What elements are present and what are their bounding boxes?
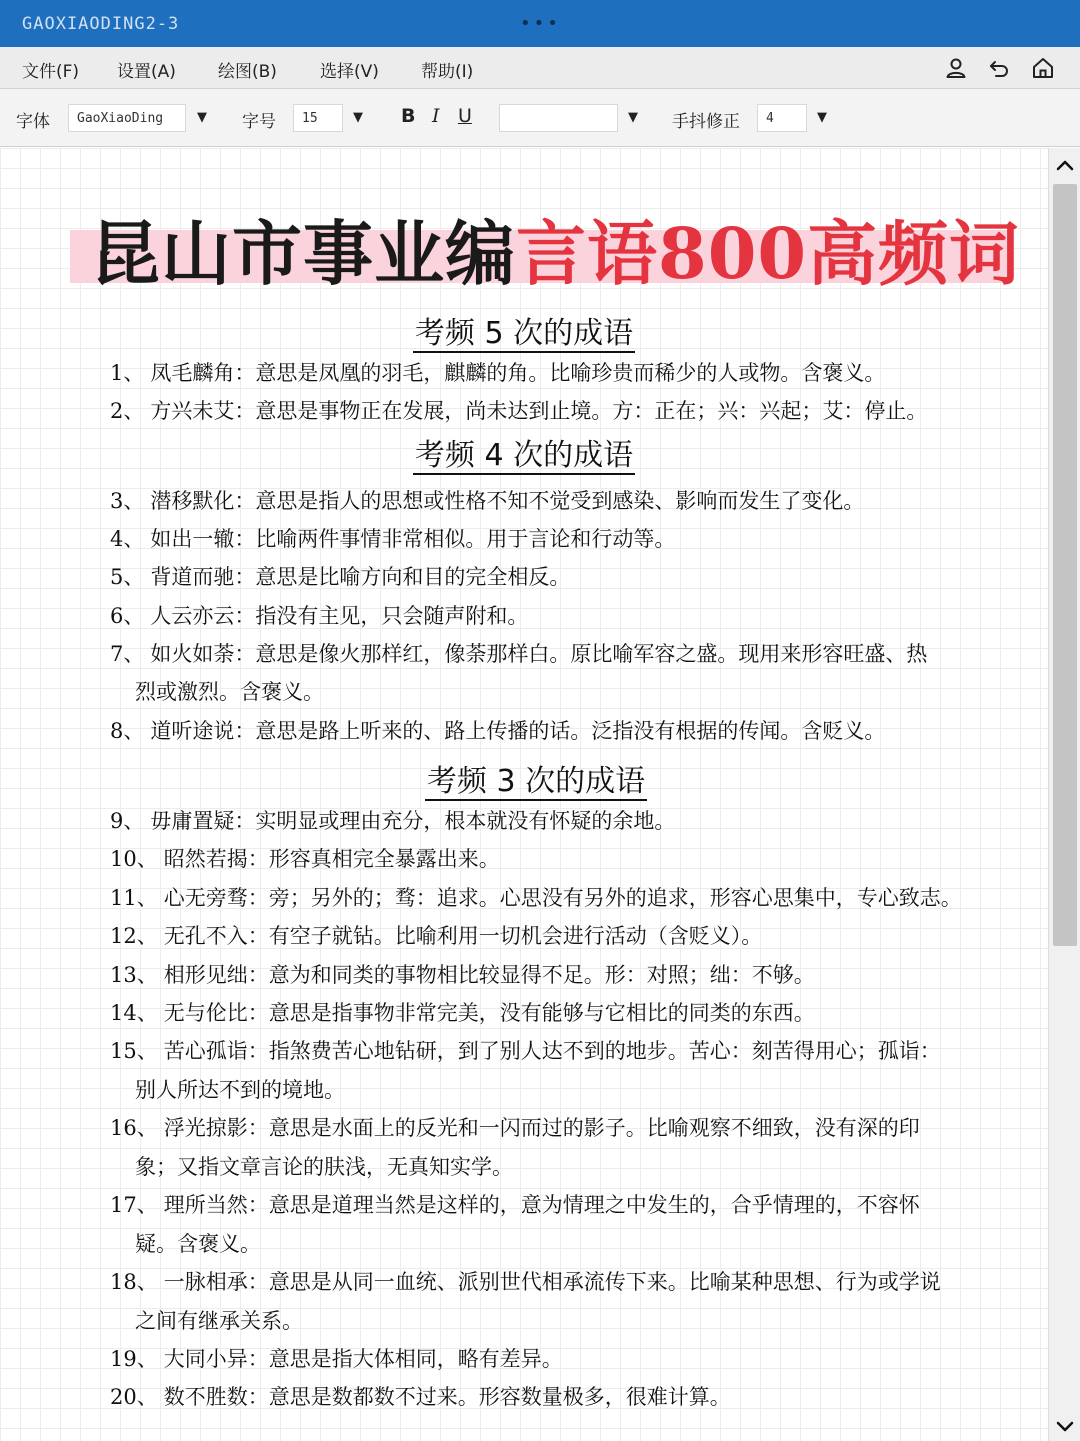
menu-help[interactable]: 帮助(I)	[421, 62, 474, 82]
list-item-continuation: 象；又指文章言论的肤浅，无真知实学。	[135, 1155, 513, 1179]
menu-file[interactable]: 文件(F)	[22, 62, 80, 82]
list-item: 4、 如出一辙：比喻两件事情非常相似。用于言论和行动等。	[110, 527, 676, 551]
color-dropdown-arrow-icon[interactable]: ▼	[628, 110, 638, 125]
list-item: 12、 无孔不入：有空子就钻。比喻利用一切机会进行活动（含贬义）。	[110, 924, 763, 948]
list-item-continuation: 疑。含褒义。	[135, 1232, 261, 1256]
size-dropdown-arrow-icon[interactable]: ▼	[353, 110, 363, 125]
scrollbar-thumb[interactable]	[1053, 184, 1077, 946]
list-item: 15、 苦心孤诣：指煞费苦心地钻研，到了别人达不到的地步。苦心：刻苦得用心；孤诣：	[110, 1039, 941, 1063]
undo-icon[interactable]	[987, 56, 1011, 80]
format-toolbar	[0, 89, 1080, 147]
menu-select[interactable]: 选择(V)	[320, 62, 379, 82]
list-item-continuation: 别人所达不到的境地。	[135, 1078, 345, 1102]
list-item: 16、 浮光掠影：意思是水面上的反光和一闪而过的影子。比喻观察不细致，没有深的印	[110, 1116, 920, 1140]
title-black-part: 昆山市事业编	[90, 212, 516, 295]
list-item: 9、 毋庸置疑：实明显或理由充分，根本就没有怀疑的余地。	[110, 809, 676, 833]
list-item: 7、 如火如荼：意思是像火那样红，像荼那样白。原比喻军容之盛。现用来形容旺盛、热	[110, 642, 928, 666]
list-item: 18、 一脉相承：意思是从同一血统、派别世代相承流传下来。比喻某种思想、行为或学说	[110, 1270, 941, 1294]
size-select[interactable]: 15	[293, 104, 343, 132]
list-item: 11、 心无旁骛：旁；另外的；骛：追求。心思没有另外的追求，形容心思集中，专心致志。	[110, 886, 962, 910]
list-item: 5、 背道而驰：意思是比喻方向和目的完全相反。	[110, 565, 571, 589]
list-item: 3、 潜移默化：意思是指人的思想或性格不知不觉受到感染、影响而发生了变化。	[110, 489, 865, 513]
title-red-part: 言语800高频词	[516, 212, 1021, 295]
scroll-down-icon[interactable]	[1053, 1414, 1077, 1438]
font-select[interactable]: GaoXiaoDing	[68, 104, 186, 132]
list-item: 13、 相形见绌：意为和同类的事物相比较显得不足。形：对照；绌：不够。	[110, 963, 815, 987]
user-icon[interactable]	[944, 56, 968, 80]
correction-dropdown-arrow-icon[interactable]: ▼	[817, 110, 827, 125]
list-item: 14、 无与伦比：意思是指事物非常完美，没有能够与它相比的同类的东西。	[110, 1001, 815, 1025]
list-item: 2、 方兴未艾：意思是事物正在发展，尚未达到止境。方：正在；兴：兴起；艾：停止。	[110, 399, 928, 423]
window-title: GAOXIAODING2-3	[22, 14, 180, 34]
title-bar	[0, 0, 1080, 47]
font-label: 字体	[16, 112, 50, 132]
list-item: 1、 凤毛麟角：意思是凤凰的羽毛，麒麟的角。比喻珍贵而稀少的人或物。含褒义。	[110, 361, 886, 385]
correction-select[interactable]: 4	[757, 104, 807, 132]
list-item: 20、 数不胜数：意思是数都数不过来。形容数量极多，很难计算。	[110, 1385, 731, 1409]
section-heading: 考频 3 次的成语	[426, 764, 646, 799]
list-item: 17、 理所当然：意思是道理当然是这样的，意为情理之中发生的，合乎情理的，不容怀	[110, 1193, 920, 1217]
home-icon[interactable]	[1031, 56, 1055, 80]
document-title	[90, 198, 1020, 299]
list-item-continuation: 之间有继承关系。	[135, 1309, 303, 1333]
list-item-continuation: 烈或激烈。含褒义。	[135, 680, 324, 704]
list-item: 6、 人云亦云：指没有主见，只会随声附和。	[110, 604, 529, 628]
section-heading: 考频 5 次的成语	[414, 316, 634, 351]
menu-draw[interactable]: 绘图(B)	[218, 62, 277, 82]
list-item: 19、 大同小异：意思是指大体相同，略有差异。	[110, 1347, 563, 1371]
size-label: 字号	[242, 112, 276, 132]
scroll-up-icon[interactable]	[1053, 154, 1077, 178]
color-select[interactable]	[499, 104, 618, 132]
italic-button[interactable]: I	[432, 105, 440, 127]
window-menu-dots[interactable]: •••	[520, 13, 561, 34]
list-item: 8、 道听途说：意思是路上听来的、路上传播的话。泛指没有根据的传闻。含贬义。	[110, 719, 886, 743]
bold-button[interactable]: B	[401, 105, 416, 127]
correction-label: 手抖修正	[672, 112, 740, 132]
menu-settings[interactable]: 设置(A)	[117, 62, 176, 82]
font-dropdown-arrow-icon[interactable]: ▼	[197, 110, 207, 125]
section-heading: 考频 4 次的成语	[414, 438, 634, 473]
underline-button[interactable]: U	[458, 105, 472, 127]
menu-bar	[0, 47, 1080, 89]
list-item: 10、 昭然若揭：形容真相完全暴露出来。	[110, 847, 500, 871]
